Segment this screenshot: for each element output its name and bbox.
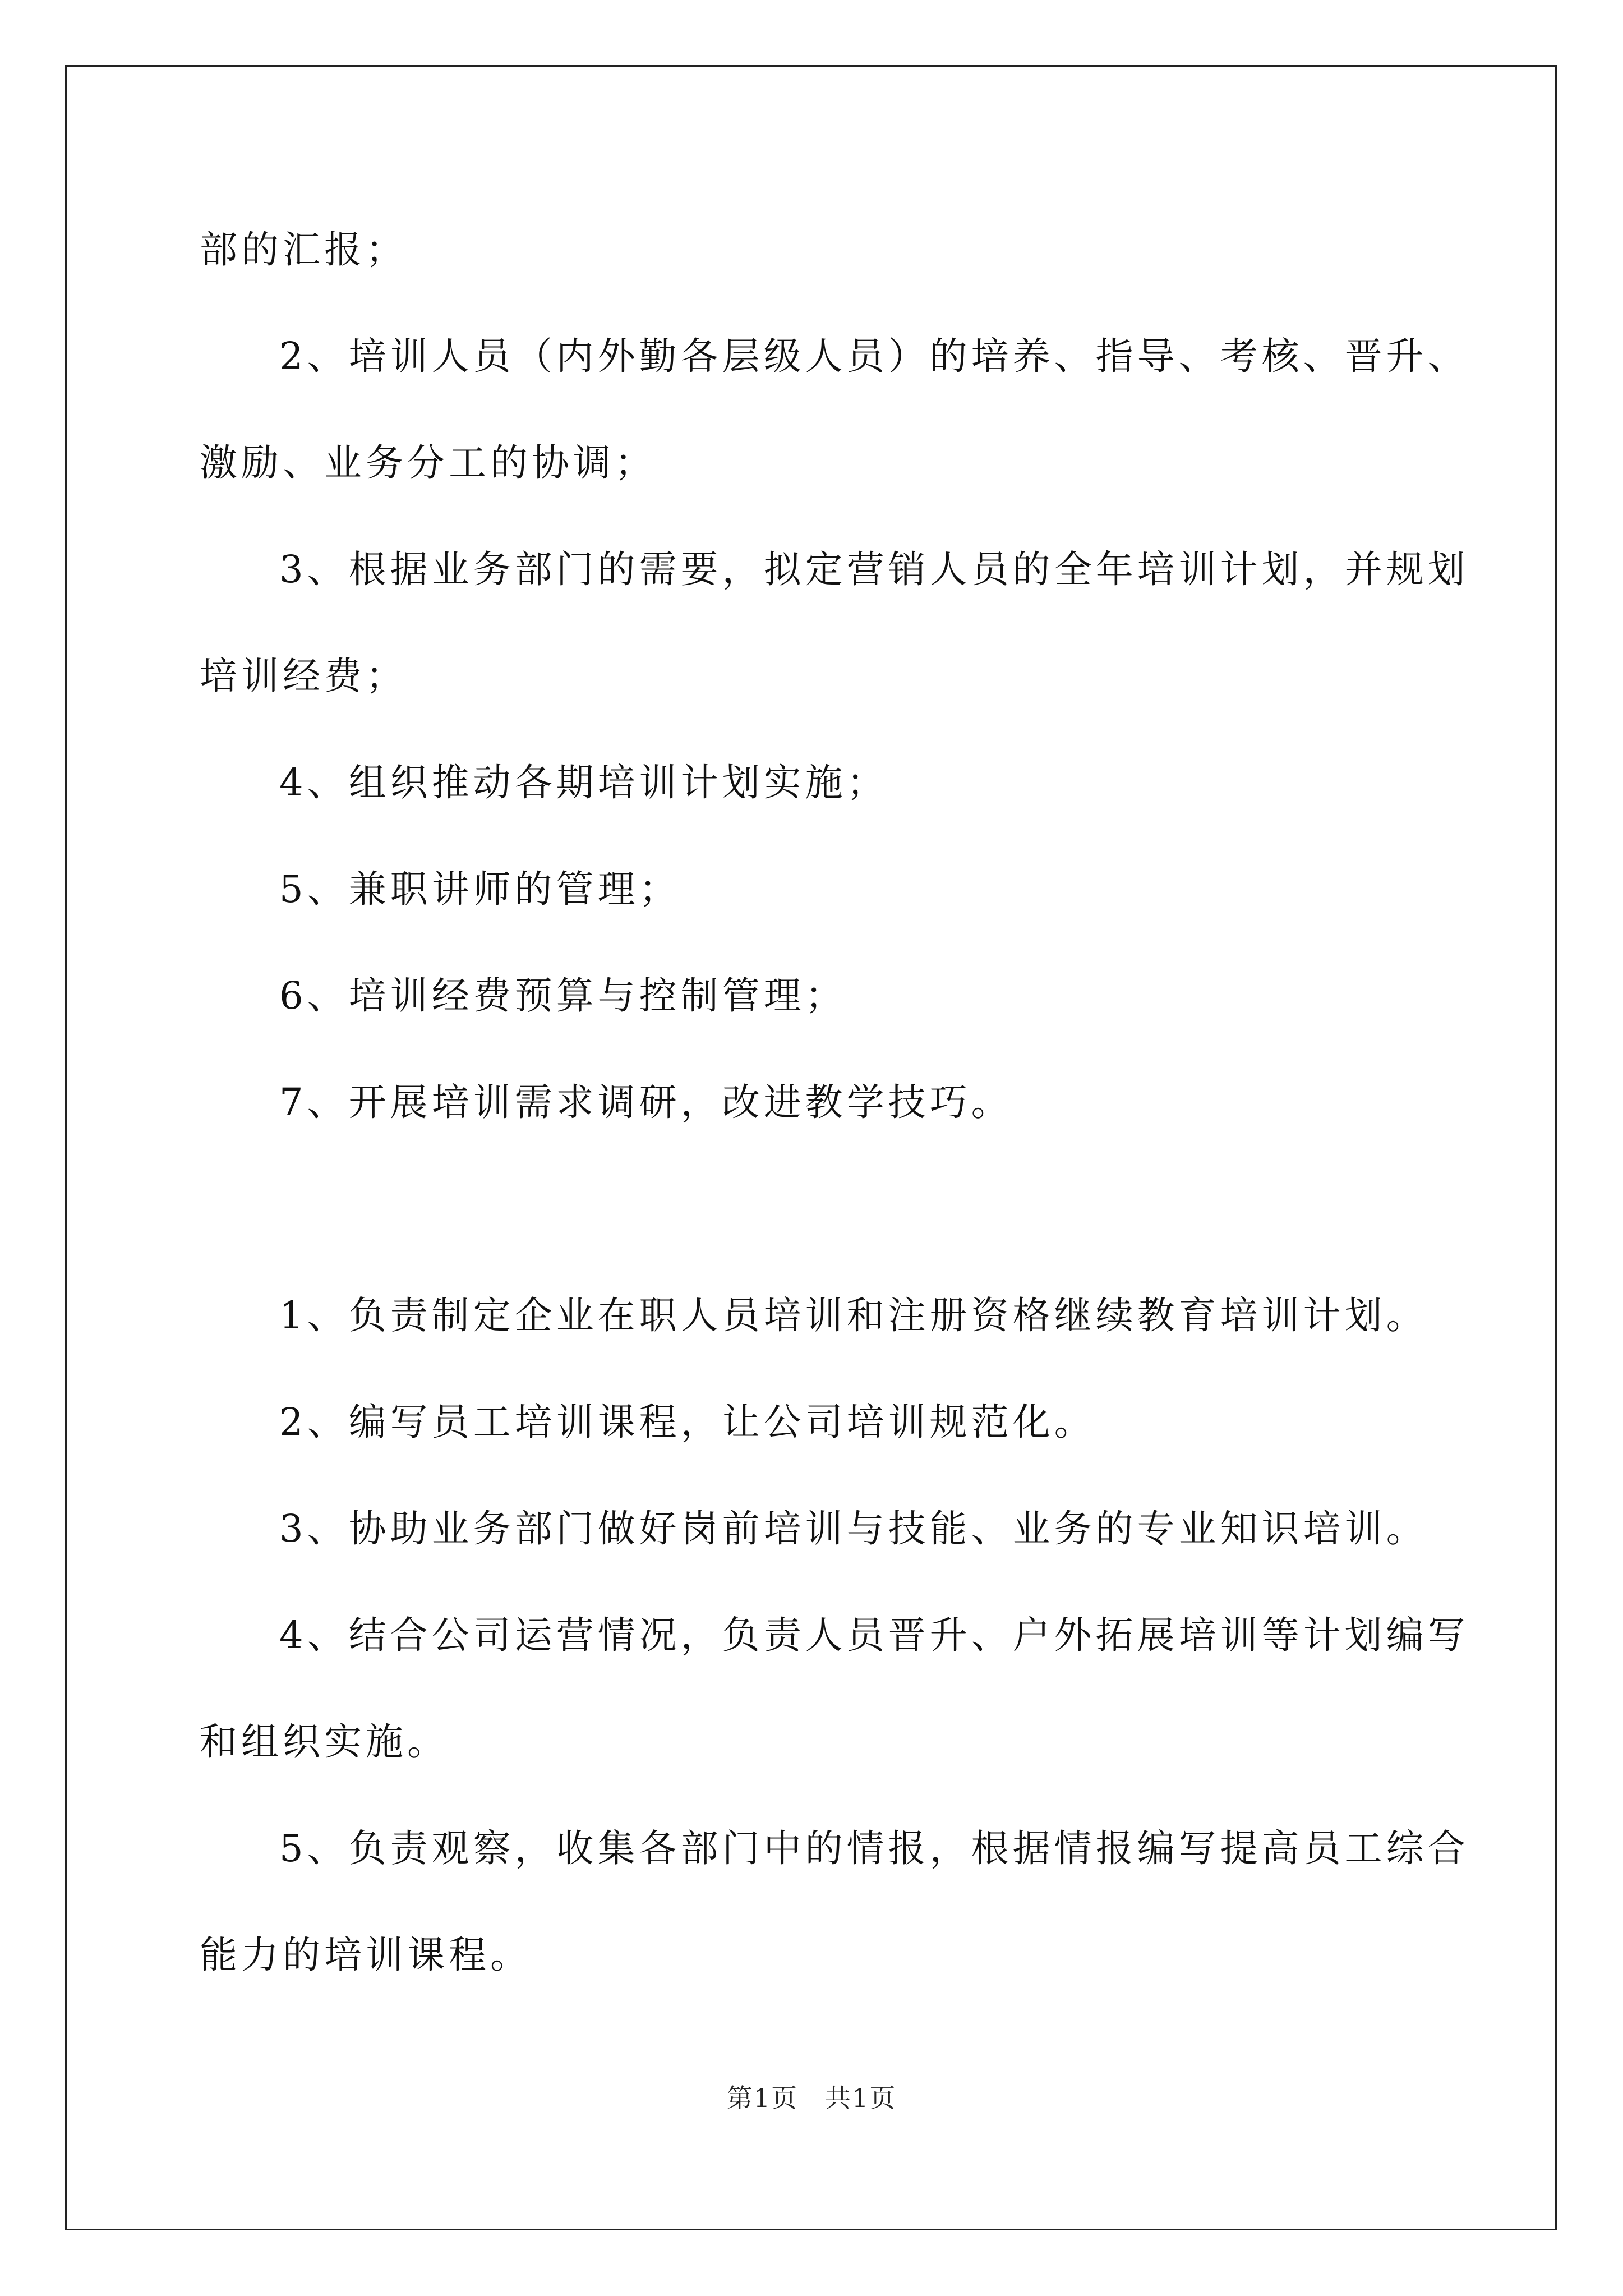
list-item-line: 3、根据业务部门的需要，拟定营销人员的全年培训计划，并规划 [279, 547, 1469, 591]
list-item-line: 1、负责制定企业在职人员培训和注册资格继续教育培训计划。 [279, 1294, 1428, 1337]
list-item-line: 能力的培训课程。 [200, 1933, 532, 1977]
list-item-line: 培训经费； [200, 654, 407, 698]
list-item-line: 2、编写员工培训课程，让公司培训规范化。 [279, 1400, 1096, 1444]
paragraph-continuation: 部的汇报； [200, 228, 407, 272]
list-item-line: 7、开展培训需求调研，改进教学技巧。 [279, 1080, 1013, 1124]
page-number-footer: 第1页 共1页 [726, 2083, 897, 2113]
list-item-line: 4、组织推动各期培训计划实施； [279, 761, 888, 804]
list-item-line: 6、培训经费预算与控制管理； [279, 974, 847, 1018]
list-item-line: 3、协助业务部门做好岗前培训与技能、业务的专业知识培训。 [279, 1507, 1428, 1550]
list-item-line: 和组织实施。 [200, 1720, 449, 1764]
list-item-line: 4、结合公司运营情况，负责人员晋升、户外拓展培训等计划编写 [279, 1613, 1469, 1657]
page-border [65, 65, 1557, 2230]
list-item-line: 5、负责观察，收集各部门中的情报，根据情报编写提高员工综合 [279, 1826, 1469, 1870]
list-item-line: 2、培训人员（内外勤各层级人员）的培养、指导、考核、晋升、 [279, 334, 1469, 378]
list-item-line: 5、兼职讲师的管理； [279, 867, 681, 911]
list-item-line: 激励、业务分工的协调； [200, 441, 656, 485]
